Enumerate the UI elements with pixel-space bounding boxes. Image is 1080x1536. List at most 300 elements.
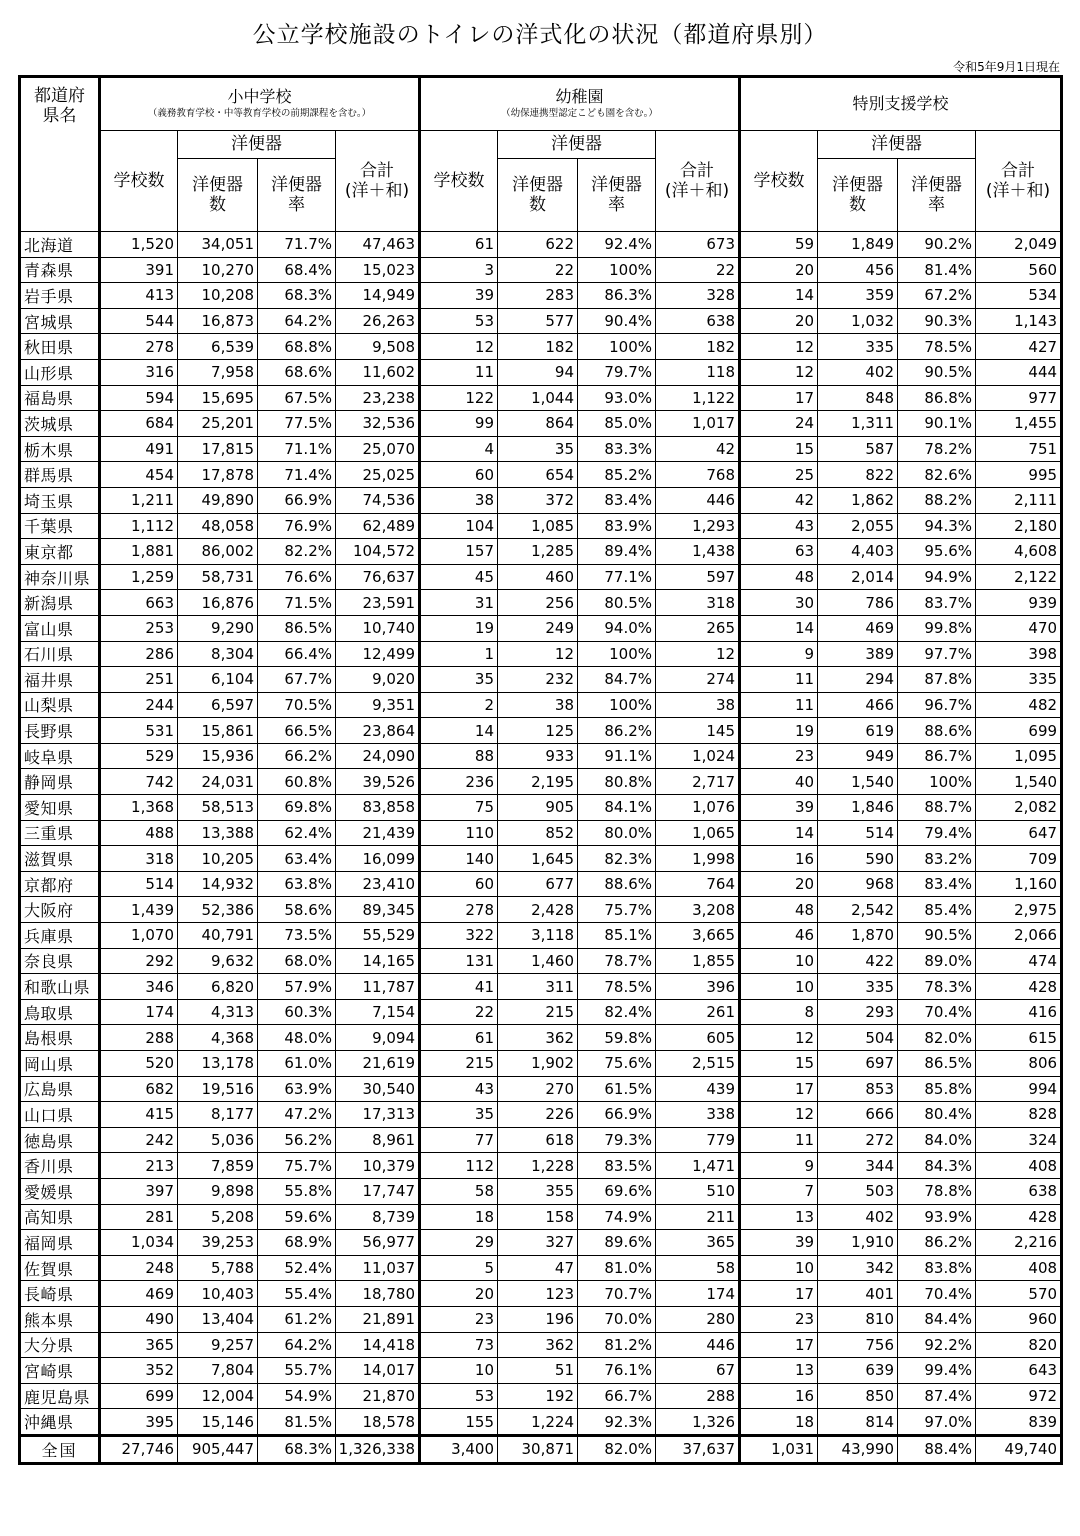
table-row [20, 1306, 1062, 1332]
count-cell: 422 [818, 948, 898, 974]
pref-name-cell: 岐阜県 [20, 743, 100, 769]
schools-cell: 17 [740, 385, 818, 411]
count-cell: 503 [818, 1178, 898, 1204]
count-cell: 1,032 [818, 308, 898, 334]
schools-cell: 1,520 [100, 232, 178, 258]
table-row [20, 641, 1062, 667]
total-cell: 18,780 [336, 1281, 420, 1307]
count-cell: 389 [818, 641, 898, 667]
table-row [20, 564, 1062, 590]
group-title: 小中学校 [227, 87, 292, 107]
total-cell: 23,410 [336, 871, 420, 897]
rate-cell: 71.5% [258, 590, 336, 616]
pref-name-cell: 宮城県 [20, 308, 100, 334]
total-cell: 2,122 [976, 564, 1062, 590]
schools-cell: 242 [100, 1127, 178, 1153]
count-cell: 810 [818, 1306, 898, 1332]
total-cell: 439 [656, 1076, 740, 1102]
rate-cell: 59.6% [258, 1204, 336, 1230]
schools-cell: 594 [100, 385, 178, 411]
rate-cell: 79.7% [578, 359, 656, 385]
rate-cell: 86.5% [258, 615, 336, 641]
count-cell: 335 [818, 974, 898, 1000]
schools-cell: 140 [420, 846, 498, 872]
schools-cell: 17 [740, 1332, 818, 1358]
count-header: 洋便器 数 [178, 159, 258, 232]
count-cell: 2,014 [818, 564, 898, 590]
pref-name-cell: 奈良県 [20, 948, 100, 974]
rate-cell: 68.3% [258, 283, 336, 309]
count-cell: 327 [498, 1230, 578, 1256]
pref-name-cell: 山梨県 [20, 692, 100, 718]
rate-cell: 78.5% [898, 334, 976, 360]
schools-cell: 12 [420, 334, 498, 360]
table-row [20, 820, 1062, 846]
total-cell: 1,017 [656, 411, 740, 437]
count-cell: 19,516 [178, 1076, 258, 1102]
count-cell: 47 [498, 1255, 578, 1281]
schools-cell: 352 [100, 1358, 178, 1384]
schools-cell: 14 [420, 718, 498, 744]
total-cell: 7,154 [336, 999, 420, 1025]
schools-cell: 75 [420, 795, 498, 821]
table-row [20, 923, 1062, 949]
count-cell: 30,871 [498, 1435, 578, 1463]
total-cell: 806 [976, 1051, 1062, 1077]
total-cell: 2,049 [976, 232, 1062, 258]
schools-cell: 11 [740, 667, 818, 693]
rate-cell: 71.4% [258, 462, 336, 488]
total-cell: 2,515 [656, 1051, 740, 1077]
total-cell: 21,619 [336, 1051, 420, 1077]
rate-cell: 69.8% [258, 795, 336, 821]
schools-cell: 45 [420, 564, 498, 590]
rate-cell: 86.5% [898, 1051, 976, 1077]
total-cell: 76,637 [336, 564, 420, 590]
count-cell: 401 [818, 1281, 898, 1307]
schools-cell: 48 [740, 564, 818, 590]
schools-cell: 46 [740, 923, 818, 949]
rate-cell: 78.3% [898, 974, 976, 1000]
pref-name-cell: 徳島県 [20, 1127, 100, 1153]
schools-cell: 1,439 [100, 897, 178, 923]
rate-cell: 87.8% [898, 667, 976, 693]
rate-cell: 84.1% [578, 795, 656, 821]
total-cell: 25,070 [336, 436, 420, 462]
count-cell: 14,932 [178, 871, 258, 897]
total-cell: 446 [656, 487, 740, 513]
schools-cell: 39 [740, 1230, 818, 1256]
total-cell: 615 [976, 1025, 1062, 1051]
pref-name-cell: 神奈川県 [20, 564, 100, 590]
total-cell: 10,379 [336, 1153, 420, 1179]
total-cell: 14,949 [336, 283, 420, 309]
count-cell: 460 [498, 564, 578, 590]
pref-name-cell: 三重県 [20, 820, 100, 846]
schools-cell: 15 [740, 436, 818, 462]
rate-cell: 86.3% [578, 283, 656, 309]
total-header: 合計 (洋＋和) [336, 131, 420, 232]
count-cell: 48,058 [178, 513, 258, 539]
schools-cell: 20 [740, 257, 818, 283]
total-cell: 14,418 [336, 1332, 420, 1358]
schools-cell: 699 [100, 1383, 178, 1409]
total-header: 合計 (洋＋和) [656, 131, 740, 232]
pref-name-cell: 高知県 [20, 1204, 100, 1230]
schools-cell: 3,400 [420, 1435, 498, 1463]
count-cell: 86,002 [178, 539, 258, 565]
table-row [20, 1178, 1062, 1204]
count-cell: 58,513 [178, 795, 258, 821]
rate-cell: 88.2% [898, 487, 976, 513]
total-cell: 1,855 [656, 948, 740, 974]
count-cell: 283 [498, 283, 578, 309]
count-cell: 272 [818, 1127, 898, 1153]
table-row [20, 769, 1062, 795]
rate-cell: 86.2% [578, 718, 656, 744]
schools-cell: 19 [420, 615, 498, 641]
schools-cell: 99 [420, 411, 498, 437]
rate-cell: 84.7% [578, 667, 656, 693]
count-cell: 34,051 [178, 232, 258, 258]
pref-header [20, 77, 100, 232]
total-cell: 2,066 [976, 923, 1062, 949]
total-cell: 56,977 [336, 1230, 420, 1256]
rate-cell: 89.0% [898, 948, 976, 974]
rate-cell: 61.2% [258, 1306, 336, 1332]
count-cell: 1,870 [818, 923, 898, 949]
schools-cell: 2 [420, 692, 498, 718]
rate-cell: 96.7% [898, 692, 976, 718]
schools-cell: 63 [740, 539, 818, 565]
rate-cell: 68.9% [258, 1230, 336, 1256]
total-cell: 62,489 [336, 513, 420, 539]
schools-cell: 1 [420, 641, 498, 667]
schools-cell: 18 [420, 1204, 498, 1230]
table-row [20, 1051, 1062, 1077]
rate-cell: 84.4% [898, 1306, 976, 1332]
table-row [20, 1102, 1062, 1128]
schools-cell: 24 [740, 411, 818, 437]
count-cell: 587 [818, 436, 898, 462]
rate-cell: 60.8% [258, 769, 336, 795]
count-cell: 9,257 [178, 1332, 258, 1358]
schools-cell: 415 [100, 1102, 178, 1128]
table-row [20, 846, 1062, 872]
rate-cell: 83.8% [898, 1255, 976, 1281]
rate-cell: 63.8% [258, 871, 336, 897]
schools-cell: 22 [420, 999, 498, 1025]
pref-name-cell: 長崎県 [20, 1281, 100, 1307]
count-cell: 10,403 [178, 1281, 258, 1307]
total-cell: 365 [656, 1230, 740, 1256]
count-cell: 8,177 [178, 1102, 258, 1128]
total-cell: 11,787 [336, 974, 420, 1000]
rate-header: 洋便器 率 [258, 159, 336, 232]
rate-cell: 82.2% [258, 539, 336, 565]
rate-cell: 97.0% [898, 1409, 976, 1436]
schools-cell: 514 [100, 871, 178, 897]
total-cell: 23,238 [336, 385, 420, 411]
rate-cell: 94.0% [578, 615, 656, 641]
group-header-elementary [100, 77, 420, 131]
schools-cell: 14 [740, 820, 818, 846]
rate-cell: 78.8% [898, 1178, 976, 1204]
rate-cell: 94.9% [898, 564, 976, 590]
count-cell: 848 [818, 385, 898, 411]
schools-cell: 5 [420, 1255, 498, 1281]
schools-cell: 112 [420, 1153, 498, 1179]
pref-name-cell: 宮崎県 [20, 1358, 100, 1384]
count-cell: 4,403 [818, 539, 898, 565]
count-cell: 335 [818, 334, 898, 360]
schools-cell: 31 [420, 590, 498, 616]
count-cell: 13,388 [178, 820, 258, 846]
rate-cell: 71.1% [258, 436, 336, 462]
rate-cell: 78.7% [578, 948, 656, 974]
rate-cell: 78.5% [578, 974, 656, 1000]
rate-cell: 66.9% [578, 1102, 656, 1128]
rate-cell: 90.2% [898, 232, 976, 258]
count-cell: 639 [818, 1358, 898, 1384]
total-cell: 4,608 [976, 539, 1062, 565]
as-of-date: 令和5年9月1日現在 [953, 60, 1060, 74]
rate-cell: 79.3% [578, 1127, 656, 1153]
table-row [20, 1230, 1062, 1256]
schools-cell: 395 [100, 1409, 178, 1436]
rate-cell: 100% [578, 257, 656, 283]
table-row [20, 692, 1062, 718]
count-cell: 192 [498, 1383, 578, 1409]
schools-cell: 13 [740, 1358, 818, 1384]
schools-cell: 9 [740, 1153, 818, 1179]
total-cell: 1,540 [976, 769, 1062, 795]
count-cell: 469 [818, 615, 898, 641]
pref-name-cell: 佐賀県 [20, 1255, 100, 1281]
rate-cell: 77.5% [258, 411, 336, 437]
total-cell: 17,313 [336, 1102, 420, 1128]
schools-cell: 88 [420, 743, 498, 769]
table-row [20, 359, 1062, 385]
table-row [20, 1281, 1062, 1307]
rate-cell: 56.2% [258, 1127, 336, 1153]
count-cell: 232 [498, 667, 578, 693]
count-cell: 864 [498, 411, 578, 437]
total-cell: 1,326 [656, 1409, 740, 1436]
count-cell: 35 [498, 436, 578, 462]
table-row [20, 1332, 1062, 1358]
schools-cell: 16 [740, 1383, 818, 1409]
schools-cell: 155 [420, 1409, 498, 1436]
count-cell: 1,540 [818, 769, 898, 795]
count-cell: 1,311 [818, 411, 898, 437]
count-cell: 294 [818, 667, 898, 693]
total-cell: 265 [656, 615, 740, 641]
rate-cell: 57.9% [258, 974, 336, 1000]
total-cell: 1,326,338 [336, 1435, 420, 1463]
schools-cell: 3 [420, 257, 498, 283]
table-row [20, 1076, 1062, 1102]
table-row [20, 283, 1062, 309]
schools-cell: 20 [740, 308, 818, 334]
western-header: 洋便器 [498, 131, 656, 159]
count-cell: 618 [498, 1127, 578, 1153]
pref-name-cell: 京都府 [20, 871, 100, 897]
total-cell: 408 [976, 1153, 1062, 1179]
total-cell: 324 [976, 1127, 1062, 1153]
rate-cell: 90.5% [898, 923, 976, 949]
count-cell: 13,404 [178, 1306, 258, 1332]
count-cell: 17,815 [178, 436, 258, 462]
rate-cell: 64.2% [258, 308, 336, 334]
total-cell: 49,740 [976, 1435, 1062, 1463]
rate-cell: 73.5% [258, 923, 336, 949]
pref-name-cell: 富山県 [20, 615, 100, 641]
pref-name-cell: 香川県 [20, 1153, 100, 1179]
pref-name-cell: 北海道 [20, 232, 100, 258]
total-cell: 37,637 [656, 1435, 740, 1463]
schools-cell: 1,112 [100, 513, 178, 539]
count-cell: 40,791 [178, 923, 258, 949]
schools-cell: 454 [100, 462, 178, 488]
total-cell: 2,082 [976, 795, 1062, 821]
rate-cell: 100% [898, 769, 976, 795]
schools-cell: 42 [740, 487, 818, 513]
pref-name-cell: 愛媛県 [20, 1178, 100, 1204]
count-header: 洋便器 数 [498, 159, 578, 232]
rate-cell: 86.2% [898, 1230, 976, 1256]
pref-name-cell: 滋賀県 [20, 846, 100, 872]
count-cell: 677 [498, 871, 578, 897]
total-cell: 38 [656, 692, 740, 718]
total-cell: 3,208 [656, 897, 740, 923]
total-cell: 9,020 [336, 667, 420, 693]
count-cell: 6,104 [178, 667, 258, 693]
total-cell: 23,864 [336, 718, 420, 744]
count-cell: 1,645 [498, 846, 578, 872]
total-cell: 605 [656, 1025, 740, 1051]
count-cell: 1,224 [498, 1409, 578, 1436]
rate-cell: 85.8% [898, 1076, 976, 1102]
schools-cell: 19 [740, 718, 818, 744]
schools-cell: 365 [100, 1332, 178, 1358]
table-row [20, 334, 1062, 360]
count-cell: 16,873 [178, 308, 258, 334]
pref-name-cell: 埼玉県 [20, 487, 100, 513]
table-row [20, 257, 1062, 283]
rate-cell: 88.6% [578, 871, 656, 897]
count-cell: 619 [818, 718, 898, 744]
pref-name-cell: 愛知県 [20, 795, 100, 821]
schools-cell: 318 [100, 846, 178, 872]
rate-cell: 66.5% [258, 718, 336, 744]
total-cell: 994 [976, 1076, 1062, 1102]
total-cell: 972 [976, 1383, 1062, 1409]
rate-cell: 81.5% [258, 1409, 336, 1436]
schools-header: 学校数 [100, 131, 178, 232]
count-cell: 249 [498, 615, 578, 641]
count-cell: 697 [818, 1051, 898, 1077]
count-cell: 94 [498, 359, 578, 385]
total-cell: 2,717 [656, 769, 740, 795]
count-cell: 15,936 [178, 743, 258, 769]
rate-cell: 94.3% [898, 513, 976, 539]
schools-cell: 23 [740, 743, 818, 769]
schools-cell: 278 [420, 897, 498, 923]
rate-cell: 67.7% [258, 667, 336, 693]
schools-cell: 236 [420, 769, 498, 795]
total-cell: 534 [976, 283, 1062, 309]
total-cell: 446 [656, 1332, 740, 1358]
rate-cell: 63.9% [258, 1076, 336, 1102]
total-cell: 960 [976, 1306, 1062, 1332]
schools-cell: 12 [740, 359, 818, 385]
rate-cell: 88.4% [898, 1435, 976, 1463]
total-cell: 1,471 [656, 1153, 740, 1179]
count-cell: 22 [498, 257, 578, 283]
pref-name-cell: 青森県 [20, 257, 100, 283]
pref-name-cell: 群馬県 [20, 462, 100, 488]
schools-cell: 23 [420, 1306, 498, 1332]
table-row [20, 667, 1062, 693]
rate-cell: 75.7% [578, 897, 656, 923]
schools-cell: 288 [100, 1025, 178, 1051]
schools-cell: 281 [100, 1204, 178, 1230]
rate-cell: 93.9% [898, 1204, 976, 1230]
count-cell: 123 [498, 1281, 578, 1307]
rate-cell: 80.5% [578, 590, 656, 616]
count-cell: 9,898 [178, 1178, 258, 1204]
rate-cell: 77.1% [578, 564, 656, 590]
count-cell: 38 [498, 692, 578, 718]
count-cell: 786 [818, 590, 898, 616]
pref-name-cell: 大阪府 [20, 897, 100, 923]
total-cell: 17,747 [336, 1178, 420, 1204]
pref-name-cell: 岩手県 [20, 283, 100, 309]
schools-cell: 488 [100, 820, 178, 846]
rate-cell: 99.4% [898, 1358, 976, 1384]
count-cell: 215 [498, 999, 578, 1025]
schools-cell: 38 [420, 487, 498, 513]
total-cell: 444 [976, 359, 1062, 385]
count-cell: 182 [498, 334, 578, 360]
rate-cell: 86.7% [898, 743, 976, 769]
table-row [20, 897, 1062, 923]
schools-cell: 61 [420, 1025, 498, 1051]
table-row [20, 974, 1062, 1000]
rate-cell: 91.1% [578, 743, 656, 769]
total-cell: 8,961 [336, 1127, 420, 1153]
total-cell: 1,076 [656, 795, 740, 821]
total-cell: 15,023 [336, 257, 420, 283]
total-cell: 89,345 [336, 897, 420, 923]
group-subtitle: （義務教育学校・中等教育学校の前期課程を含む。） [147, 108, 372, 120]
total-cell: 26,263 [336, 308, 420, 334]
total-cell: 470 [976, 615, 1062, 641]
schools-header: 学校数 [740, 131, 818, 232]
schools-cell: 53 [420, 308, 498, 334]
schools-cell: 9 [740, 641, 818, 667]
total-cell: 10,740 [336, 615, 420, 641]
group-header-special-support [740, 77, 1062, 131]
schools-cell: 213 [100, 1153, 178, 1179]
total-cell: 104,572 [336, 539, 420, 565]
rate-cell: 90.1% [898, 411, 976, 437]
schools-cell: 58 [420, 1178, 498, 1204]
count-cell: 10,205 [178, 846, 258, 872]
rate-cell: 78.2% [898, 436, 976, 462]
schools-cell: 35 [420, 667, 498, 693]
